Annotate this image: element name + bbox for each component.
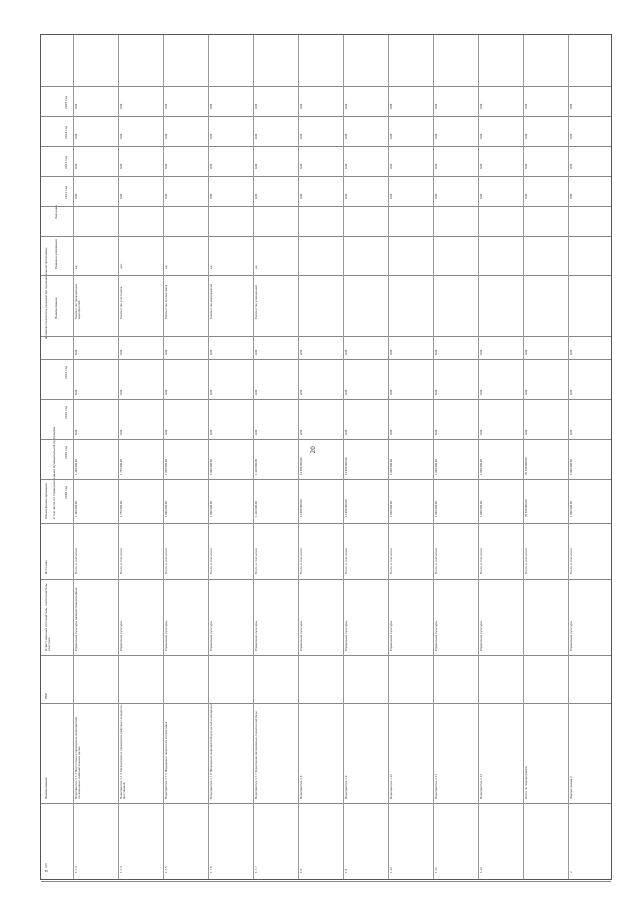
table-cell-name: Мероприятие 1.9 <box>345 775 348 799</box>
table-cell-name: Мероприятие 1.8 <box>300 775 303 799</box>
table-cell-name: Мероприятие 1.7.6 Проведение мероприятий для детей и молодежи <box>210 704 213 799</box>
header-no: № п/п <box>44 863 48 873</box>
table-cell-responsible: Управление культуры <box>390 620 393 651</box>
row-separator <box>253 35 254 879</box>
table-cell-indicator-value: 0,00 <box>75 163 78 169</box>
table-cell-indicator-value: 0,00 <box>255 163 258 169</box>
table-cell-source: Всего, в том числе: <box>570 547 573 574</box>
table-cell-v3: 0,00 <box>75 389 78 395</box>
table-cell-indicator-value: 0,00 <box>300 133 303 139</box>
table-cell-indicator-value: 0,00 <box>165 133 168 139</box>
table-cell-no: 1.10 <box>390 867 393 873</box>
table-cell-source: Всего, в том числе: <box>345 547 348 574</box>
table-cell-indicator-value: 0,00 <box>300 193 303 199</box>
table-cell-v3: 0,00 <box>120 389 123 395</box>
header-year-2023: 2023 год <box>64 155 68 169</box>
table-cell-source: Всего, в том числе: <box>75 547 78 574</box>
table-cell-v2: 0,00 <box>480 429 483 435</box>
table-cell-v3: 0,00 <box>525 389 528 395</box>
grid-line <box>41 336 611 337</box>
header-year-2018: 2018 год <box>64 485 68 499</box>
table-cell-total: 1 000 000,00 <box>390 501 393 517</box>
table-cell-name: Подпрограмма 2 <box>570 776 573 799</box>
table-cell-indicator-value: 0,00 <box>480 193 483 199</box>
table-cell-v2: 0,00 <box>525 429 528 435</box>
header-year-2025: 2025 год <box>64 95 68 109</box>
table-cell-indicator-value: 0,00 <box>120 133 123 139</box>
table-cell-no: 1.7.3 <box>75 866 78 873</box>
table-cell-responsible: Управление культуры <box>120 620 123 651</box>
table-cell-source: Всего, в том числе: <box>120 547 123 574</box>
header-indicator-name: Наименование <box>54 297 58 319</box>
table-cell-no: 1.9 <box>345 868 348 873</box>
table-cell-source: Всего, в том числе: <box>480 547 483 574</box>
table-cell-v3: 0,00 <box>570 389 573 395</box>
table-cell-v1: 1 000 000,00 <box>435 459 438 475</box>
table-cell-v4: 0,00 <box>210 349 213 355</box>
table-cell-total: 1 750 000,00 <box>120 501 123 517</box>
table-cell-indicator: Количество проведенных мероприятий <box>75 282 81 319</box>
table-cell-v2: 0,00 <box>120 429 123 435</box>
table-cell-v1: 1 000 000,00 <box>480 459 483 475</box>
table-cell-v2: 0,00 <box>345 429 348 435</box>
table-cell-indicator-value: 0,00 <box>255 103 258 109</box>
table-cell-indicator-value: 0,00 <box>165 163 168 169</box>
row-separator <box>163 35 164 879</box>
header-year-2021: 2021 год <box>64 365 68 379</box>
table-cell-name: Мероприятие 1.7.5 Поддержка творческих коллективов <box>165 721 168 799</box>
header-kbk: КБК <box>44 693 48 699</box>
table-cell-no: 1.7.4 <box>120 866 123 873</box>
table-cell-v3: 0,00 <box>165 389 168 395</box>
table-cell-v2: 0,00 <box>255 429 258 435</box>
header-year-2020: 2020 год <box>64 405 68 419</box>
header-values-group: Значение <box>54 204 58 219</box>
table-cell-indicator-value: 0,00 <box>480 103 483 109</box>
table-cell-source: Всего, в том числе: <box>210 547 213 574</box>
table-cell-v1: 70 500 000,00 <box>525 457 528 475</box>
table-cell-indicator-value: 0,00 <box>210 193 213 199</box>
table-cell-v3: 0,00 <box>345 389 348 395</box>
row-separator <box>298 35 299 879</box>
table-cell-indicator: Количество мероприятий <box>210 283 213 319</box>
table-cell-indicator-value: 0,00 <box>165 103 168 109</box>
table-cell-indicator-value: 0,00 <box>390 133 393 139</box>
table-cell-indicator-value: 0,00 <box>210 133 213 139</box>
table-cell-v4: 0,00 <box>255 349 258 355</box>
table-cell-v1: 14 000 000,00 <box>300 457 303 475</box>
table-cell-indicator-value: 0,00 <box>525 103 528 109</box>
table-cell-source: Всего, в том числе: <box>255 547 258 574</box>
table-cell-no: 1.12 <box>480 867 483 873</box>
table-cell-unit: ед. <box>75 264 78 269</box>
table-cell-indicator: Количество коллективов <box>165 284 168 319</box>
row-separator <box>118 35 119 879</box>
table-cell-v4: 0,00 <box>570 349 573 355</box>
table-cell-v2: 0,00 <box>300 429 303 435</box>
table-cell-total: 1 400 000,00 <box>75 501 78 517</box>
table-cell-indicator-value: 0,00 <box>255 193 258 199</box>
header-name: Наименование <box>44 777 48 799</box>
header-year-2019: 2019 год <box>64 445 68 459</box>
header-year-2024: 2024 год <box>64 125 68 139</box>
table-cell-source: Всего, в том числе: <box>165 547 168 574</box>
row-separator <box>388 35 389 879</box>
table-cell-indicator-value: 0,00 <box>525 133 528 139</box>
table-cell-indicator-value: 0,00 <box>345 193 348 199</box>
table-cell-total: 70 500 000,00 <box>525 499 528 517</box>
table-cell-v4: 0,00 <box>345 349 348 355</box>
table-cell-v3: 0,00 <box>435 389 438 395</box>
table-cell-unit: чел. <box>120 263 123 269</box>
table-cell-unit: ед. <box>165 264 168 269</box>
table-cell-total: 14 000 000,00 <box>345 499 348 517</box>
table-cell-v2: 0,00 <box>390 429 393 435</box>
table-cell-v3: 0,00 <box>255 389 258 395</box>
table-cell-responsible: Управление культуры <box>480 620 483 651</box>
table-cell-indicator-value: 0,00 <box>570 193 573 199</box>
table-cell-responsible: Управление культуры <box>255 620 258 651</box>
table-cell-no: 1.11 <box>435 867 438 873</box>
table-cell-indicator-value: 0,00 <box>120 103 123 109</box>
grid-line <box>41 236 611 237</box>
table-cell-indicator-value: 0,00 <box>525 163 528 169</box>
table-cell-indicator-value: 0,00 <box>75 103 78 109</box>
table-cell-no: 1.8 <box>300 868 303 873</box>
header-finance: Объем финансирования <box>44 483 48 519</box>
table-cell-unit: ед. <box>255 264 258 269</box>
table-cell-v4: 0,00 <box>165 349 168 355</box>
table-cell-v2: 0,00 <box>165 429 168 435</box>
table-cell-no: 1.7.6 <box>210 866 213 873</box>
table-cell-name: Мероприятие 1.7.4 Организация и проведение районных конкурсов, фестивалей <box>120 703 126 799</box>
table-cell-v4: 0,00 <box>525 349 528 355</box>
table-cell-no: 1.7.7 <box>255 866 258 873</box>
table-cell-indicator-value: 0,00 <box>210 163 213 169</box>
table-cell-responsible: Управление культуры <box>300 620 303 651</box>
table-cell-indicator-value: 0,00 <box>210 103 213 109</box>
table-cell-no: 2 <box>570 871 573 873</box>
table-cell-indicator-value: 0,00 <box>390 163 393 169</box>
table-cell-v1: 1 000 000,00 <box>210 459 213 475</box>
table-cell-source: Всего, в том числе: <box>390 547 393 574</box>
table-cell-indicator-value: 0,00 <box>435 103 438 109</box>
table-cell-v3: 0,00 <box>210 389 213 395</box>
table-cell-source: Всего, в том числе: <box>300 547 303 574</box>
table-cell-indicator-value: 0,00 <box>570 163 573 169</box>
table-cell-indicator-value: 0,00 <box>75 133 78 139</box>
table-cell-total: 1 000 000,00 <box>210 501 213 517</box>
header-responsible: Ответственный исполнитель, соисполнитель, участник <box>44 582 51 651</box>
table-cell-indicator-value: 0,00 <box>480 133 483 139</box>
table-cell-name: Мероприятие 1.12 <box>480 773 483 799</box>
table-cell-v2: 0,00 <box>435 429 438 435</box>
table-cell-name: Мероприятие 1.11 <box>435 773 438 799</box>
table-cell-name: Мероприятие 1.7.7 Укрепление материально-технической базы <box>255 711 258 799</box>
grid-line <box>41 881 611 882</box>
table-cell-responsible: Управление культуры <box>165 620 168 651</box>
table-cell-unit: ед. <box>210 264 213 269</box>
grid-line <box>41 206 611 207</box>
header-unit: Единица измерения <box>54 239 58 269</box>
table-cell-indicator-value: 0,00 <box>390 103 393 109</box>
table-cell-v2: 0,00 <box>75 429 78 435</box>
table-cell-indicator-value: 0,00 <box>570 133 573 139</box>
table-cell-v4: 0,00 <box>390 349 393 355</box>
header-year-2022: 2022 год <box>64 185 68 199</box>
table-cell-responsible: Управление культуры <box>435 620 438 651</box>
table-cell-v1: 14 000 000,00 <box>345 457 348 475</box>
table-cell-indicator-value: 0,00 <box>120 193 123 199</box>
table-cell-indicator: Количество участников <box>120 286 123 319</box>
table-cell-indicator-value: 0,00 <box>345 133 348 139</box>
program-table <box>40 34 612 880</box>
table-cell-name: Итого по подпрограмме <box>525 765 528 799</box>
table-cell-no: 1.7.5 <box>165 866 168 873</box>
table-cell-v1: 1 400 000,00 <box>75 459 78 475</box>
page-number: 20 <box>310 446 317 454</box>
row-separator <box>433 35 434 879</box>
table-cell-v1: 1 440 000,00 <box>255 459 258 475</box>
grid-line <box>41 86 611 87</box>
table-cell-indicator-value: 0,00 <box>435 193 438 199</box>
table-cell-v2: 0,00 <box>210 429 213 435</box>
row-separator <box>73 35 74 879</box>
row-separator <box>478 35 479 879</box>
table-cell-indicator-value: 0,00 <box>435 133 438 139</box>
row-separator <box>568 35 569 879</box>
table-cell-indicator-value: 0,00 <box>75 193 78 199</box>
table-cell-name: Мероприятие 1.7.3 Подготовка и проведение мероприятий, посвященных знаменательным датам <box>75 715 81 799</box>
table-cell-indicator-value: 0,00 <box>300 103 303 109</box>
table-cell-responsible: Управление культуры <box>210 620 213 651</box>
table-cell-name: Мероприятие 1.10 <box>390 773 393 799</box>
table-cell-v3: 0,00 <box>300 389 303 395</box>
table-cell-source: Всего, в том числе: <box>435 547 438 574</box>
table-cell-source: Всего, в том числе: <box>525 547 528 574</box>
table-cell-total: 1 000 000,00 <box>165 501 168 517</box>
header-years-group: в том числе по годам реализации муниципальной программы <box>52 426 56 519</box>
table-cell-indicator-value: 0,00 <box>525 193 528 199</box>
table-cell-indicator-value: 0,00 <box>570 103 573 109</box>
grid-line <box>41 176 611 177</box>
row-separator <box>208 35 209 879</box>
table-cell-indicator-value: 0,00 <box>435 163 438 169</box>
table-cell-v1: 1 000 000,00 <box>390 459 393 475</box>
table-cell-v1: 1 000 000,00 <box>165 459 168 475</box>
table-cell-total: 1 000 000,00 <box>435 501 438 517</box>
table-cell-v3: 0,00 <box>480 389 483 395</box>
table-cell-indicator-value: 0,00 <box>345 103 348 109</box>
row-separator <box>343 35 344 879</box>
table-cell-v4: 0,00 <box>75 349 78 355</box>
table-cell-v3: 0,00 <box>390 389 393 395</box>
table-cell-v2: 0,00 <box>570 429 573 435</box>
table-cell-v4: 0,00 <box>435 349 438 355</box>
table-cell-responsible: Управление культуры <box>345 620 348 651</box>
table-cell-responsible: Управление культуры <box>570 620 573 651</box>
table-cell-total: 14 000 000,00 <box>300 499 303 517</box>
grid-line <box>41 655 611 656</box>
table-cell-v1: 1 750 000,00 <box>120 459 123 475</box>
table-cell-indicator-value: 0,00 <box>165 193 168 199</box>
table-cell-v4: 0,00 <box>300 349 303 355</box>
grid-line <box>41 146 611 147</box>
table-cell-total: 1 000 000,00 <box>570 501 573 517</box>
row-separator <box>523 35 524 879</box>
table-cell-indicator-value: 0,00 <box>480 163 483 169</box>
table-cell-indicator: Количество учреждений <box>255 285 258 319</box>
table-cell-indicator-value: 0,00 <box>390 193 393 199</box>
table-cell-v4: 0,00 <box>480 349 483 355</box>
table-cell-indicator-value: 0,00 <box>300 163 303 169</box>
table-cell-indicator-value: 0,00 <box>255 133 258 139</box>
header-source: Источник <box>44 560 48 574</box>
table-cell-responsible: Управление культуры администрации района <box>75 587 78 651</box>
table-cell-v4: 0,00 <box>120 349 123 355</box>
table-cell-indicator-value: 0,00 <box>345 163 348 169</box>
table-cell-v1: 1 000 000,00 <box>570 459 573 475</box>
table-cell-total: 1 440 000,00 <box>255 501 258 517</box>
table-cell-total: 1 000 000,00 <box>480 501 483 517</box>
grid-line <box>41 116 611 117</box>
header-indicator-group: Целевой показатель (индикатор) муниципальной программы <box>44 247 48 339</box>
table-cell-indicator-value: 0,00 <box>120 163 123 169</box>
